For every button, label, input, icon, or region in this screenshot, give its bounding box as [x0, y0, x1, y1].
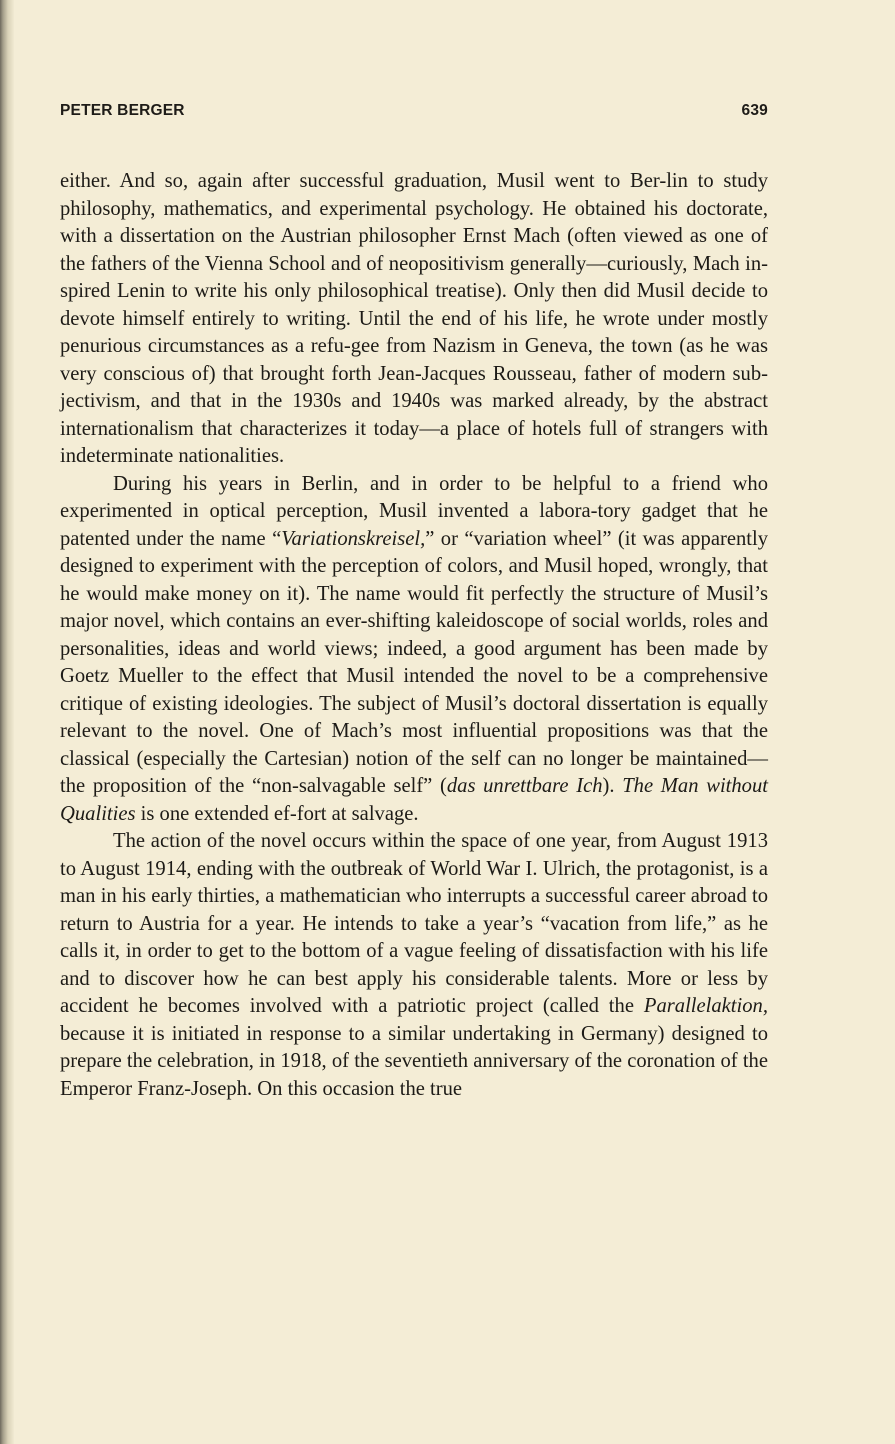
italic-text: Variationskreisel, — [281, 527, 426, 550]
paragraph — [60, 471, 768, 829]
text-run: either. And so, again after successful graduation, Musil went to Ber-lin to study philosophy, mathematics, and experimental psychology. He obtained his doctorate, with a dissertation on the Austrian philosopher Ernst Mach (often viewed as one of the fathers of the Vienna School and of neopositivism generally—curiously, Mach in-spired Lenin to write his only philosophical treatise). Only then did Musil decide to devote himself entirely to writing. Until the end of his life, he wrote under mostly penurious circumstances as a refu-gee from Nazism in Geneva, the town (as he was very conscious of) that brought forth Jean-Jacques Rousseau, father of modern sub-jectivism, and that in the 1930s and 1940s was marked already, by the abstract internationalism that characterizes it today—a place of hotels full of strangers with indeterminate nationalities. — [60, 170, 768, 467]
text-run: ). — [602, 775, 623, 797]
text-run: ” or “variation wheel” (it was apparently designed to experiment with the perception of colors, and Musil hoped, wrongly, that he would make money on it). The name would fit perfectly the structure of Musil’s major novel, which contains an ever-shifting kaleidoscope of social worlds, roles and personalities, ideas and world views; indeed, a good argument has been made by Goetz Mueller to the effect that Musil intended the novel to be a comprehensive critique of existing ideologies. The subject of Musil’s doctoral dissertation is equally relevant to the novel. One of Mach’s most influential propositions was that the classical (especially the Cartesian) notion of the self can no longer be maintained—the proposition of the “non-salvagable self” ( — [60, 527, 768, 797]
paragraph — [60, 828, 768, 1103]
italic-text: The Man without Qualities — [60, 775, 768, 825]
page-number: 639 — [741, 102, 768, 119]
italic-text: das unrettbare Ich — [446, 775, 603, 797]
text-run: because it is initiated in response to a similar undertaking in Germany) designed to prepare the celebration, in 1918, of the seventieth anniversary of the coronation of the Emperor Franz-Joseph. On this occasion the true — [60, 1022, 768, 1100]
text-run: is one extended ef-fort at salvage. — [135, 802, 419, 825]
paragraph — [60, 168, 768, 471]
text-run: During his years in Berlin, and in order to be helpful to a friend who experimented in optical perception, Musil invented a labora-tory gadget that he patented under the name “ — [60, 472, 768, 550]
body-text — [60, 168, 768, 1103]
binding-shadow — [0, 0, 14, 1444]
text-run: The action of the novel occurs within the space of one year, from August 1913 to August 1914, ending with the outbreak of World War I. Ulrich, the protagonist, is a man in his early thirties, a mathematician who interrupts a successful career abroad to return to Austria for a year. He intends to take a year’s “vacation from life,” as he calls it, in order to get to the bottom of a vague feeling of dissatisfaction with his life and to discover how he can best apply his considerable talents. More or less by accident he becomes involved with a patriotic project (called the — [60, 830, 768, 1017]
running-head — [60, 102, 768, 124]
running-head-author: PETER BERGER — [60, 102, 185, 119]
italic-text: Parallelaktion, — [643, 995, 768, 1017]
